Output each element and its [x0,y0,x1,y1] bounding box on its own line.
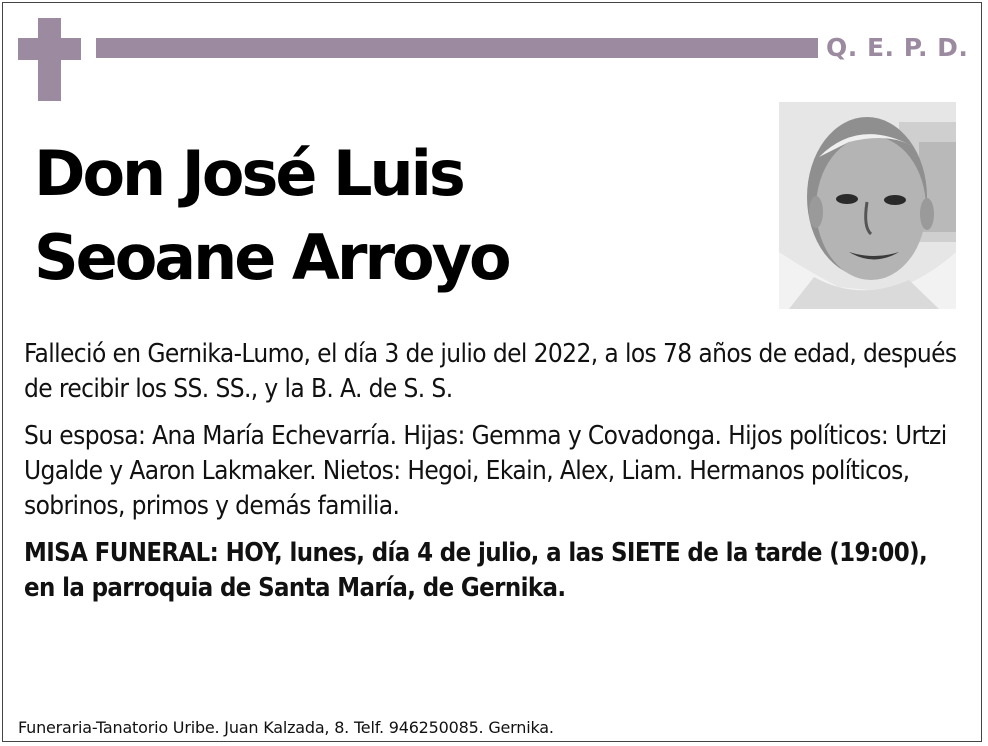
funeral-mass-notice: MISA FUNERAL: HOY, lunes, día 4 de julio, a las SIETE de la tarde (19:00), en la parroquia de Santa María, de Gernika. [24,538,928,603]
header-rule [96,38,818,58]
cross-icon-horizontal [18,38,81,60]
qepd-label: Q. E. P. D. [826,33,969,62]
death-notice: Falleció en Gernika-Lumo, el día 3 de julio del 2022, a los 78 años de edad, después de recibir los SS. SS., y la B. A. de S. S. [24,339,957,404]
funeral-home-info: Funeraria-Tanatorio Uribe. Juan Kalzada, 8. Telf. 946250085. Gernika. [18,718,554,737]
name-line-2: Seoane Arroyo [34,221,509,294]
name-line-1: Don José Luis [34,137,463,210]
portrait-photo [779,102,956,309]
deceased-name [34,132,509,300]
family-list: Su esposa: Ana María Echevarría. Hijas: Gemma y Covadonga. Hijos políticos: Urtzi Ugalde y Aaron Lakmaker. Nietos: Hegoi, Ekain, Alex, Liam. Hermanos políticos, sobrinos, primos y demás familia. [24,421,947,521]
obituary-text [24,337,964,618]
